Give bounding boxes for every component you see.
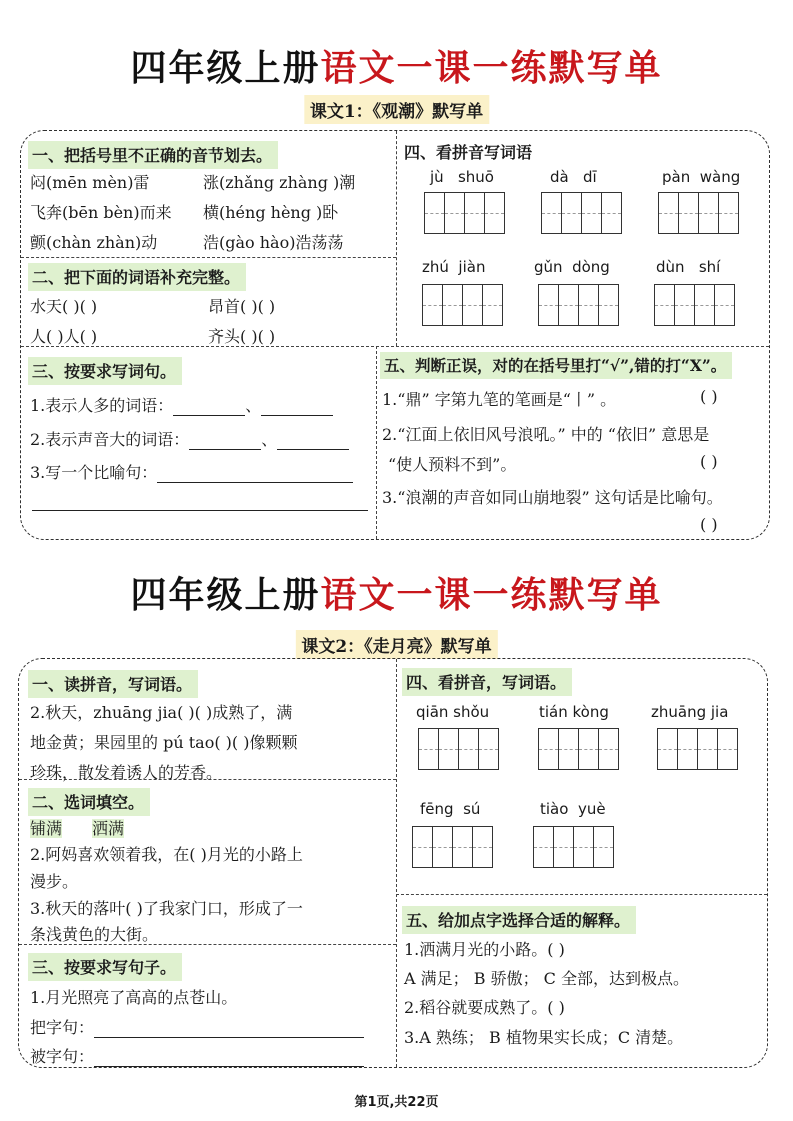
- question-line: 2.稻谷就要成熟了。( ): [404, 998, 565, 1017]
- separator: 、: [261, 430, 278, 449]
- writing-grid[interactable]: [418, 728, 499, 770]
- pinyin-label: tián kòng: [539, 703, 609, 721]
- answer-paren[interactable]: ( ): [700, 452, 718, 471]
- section-heading: 五、判断正误，对的在括号里打“√”,错的打“X”。: [380, 352, 732, 379]
- divider: [21, 257, 396, 258]
- question-line: “使人预料不到”。: [388, 455, 517, 474]
- section-heading: 四、看拼音，写词语。: [402, 668, 572, 696]
- question-line: 横(héng hèng )卧: [203, 203, 339, 222]
- word-choice: [30, 816, 124, 839]
- section-heading: 五、给加点字选择合适的解释。: [402, 906, 636, 934]
- sheet1-title: [0, 40, 793, 91]
- writing-grid[interactable]: [538, 284, 619, 326]
- answer-paren[interactable]: ( ): [700, 515, 718, 534]
- pinyin-label: zhuāng jia: [651, 703, 729, 721]
- answer-blank[interactable]: [94, 1066, 364, 1067]
- section-heading: 四、看拼音写词语: [404, 143, 533, 162]
- question-line: 3.“浪潮的声音如同山崩地裂” 这句话是比喻句。: [382, 488, 723, 507]
- question-text: 把字句：: [30, 1018, 95, 1037]
- question-text: 3.写一个比喻句：: [30, 463, 158, 482]
- title-black-part: 四年级上册: [130, 574, 321, 616]
- pinyin-label: tiào yuè: [540, 800, 606, 818]
- pinyin-label: zhú jiàn: [422, 258, 486, 276]
- question-line: [30, 1015, 364, 1038]
- writing-grid[interactable]: [538, 728, 619, 770]
- writing-grid[interactable]: [654, 284, 735, 326]
- question-line: [30, 393, 333, 416]
- page-footer: 第1页,共22页: [354, 1095, 439, 1110]
- question-line: 2.秋天，zhuāng jia( )( )成熟了，满: [30, 703, 293, 722]
- question-line: 昂首( )( ): [208, 297, 276, 316]
- divider: [396, 894, 767, 895]
- question-line: 颤(chàn zhàn)动: [30, 233, 158, 252]
- question-line: 1.“鼎” 字第九笔的笔画是“丨” 。: [382, 390, 617, 409]
- section-heading: 三、按要求写句子。: [28, 953, 182, 981]
- section-heading: 二、选词填空。: [28, 788, 150, 816]
- question-line: [30, 1044, 364, 1067]
- sheet1-subtitle: 课文1：《观潮》默写单: [304, 95, 489, 124]
- question-line: [30, 427, 349, 450]
- section-heading: 一、把括号里不正确的音节划去。: [28, 141, 278, 169]
- writing-grid[interactable]: [657, 728, 738, 770]
- question-line: 浩(gào hào)浩荡荡: [203, 233, 344, 252]
- question-line: 人( )人( ): [30, 327, 98, 346]
- question-line: 条浅黄色的大街。: [30, 925, 159, 944]
- answer-line[interactable]: [32, 510, 368, 511]
- answer-paren[interactable]: ( ): [700, 387, 718, 406]
- section-heading: 一、读拼音，写词语。: [28, 670, 198, 698]
- pinyin-label: qiān shǒu: [416, 703, 490, 721]
- answer-blank[interactable]: [189, 449, 261, 450]
- question-text: 2.表示声音大的词语：: [30, 430, 190, 449]
- question-line: 地金黄；果园里的 pú tao( )( )像颗颗: [30, 733, 298, 752]
- word-option: 铺满: [30, 819, 63, 838]
- title-black-part: 四年级上册: [130, 47, 321, 89]
- question-line: [30, 460, 353, 483]
- pinyin-label: pàn wàng: [662, 168, 741, 186]
- pinyin-label: jù shuō: [430, 168, 494, 186]
- divider: [396, 659, 397, 1067]
- divider: [396, 131, 397, 346]
- writing-grid[interactable]: [424, 192, 505, 234]
- question-line: 闷(mēn mèn)雷: [30, 173, 150, 192]
- question-line: 3.A 熟练； B 植物果实长成；C 清楚。: [404, 1028, 684, 1047]
- question-line: 1.月光照亮了高高的点苍山。: [30, 988, 238, 1007]
- writing-grid[interactable]: [541, 192, 622, 234]
- question-line: 1.洒满月光的小路。( ): [404, 940, 565, 959]
- writing-grid[interactable]: [658, 192, 739, 234]
- divider: [21, 346, 769, 347]
- question-line: 3.秋天的落叶( )了我家门口，形成了一: [30, 899, 303, 918]
- writing-grid[interactable]: [533, 826, 614, 868]
- pinyin-label: dùn shí: [656, 258, 721, 276]
- separator: 、: [245, 396, 262, 415]
- question-text: 1.表示人多的词语：: [30, 396, 174, 415]
- pinyin-label: gǔn dòng: [534, 258, 610, 276]
- question-line: 漫步。: [30, 872, 79, 891]
- title-red-part: 语文一课一练默写单: [320, 47, 663, 89]
- section-heading: 三、按要求写词句。: [28, 357, 182, 385]
- answer-blank[interactable]: [157, 482, 353, 483]
- divider: [376, 346, 377, 539]
- sheet2-subtitle: 课文2：《走月亮》默写单: [295, 630, 497, 659]
- answer-blank[interactable]: [173, 415, 245, 416]
- question-line: 涨(zhǎng zhàng )潮: [203, 173, 356, 192]
- question-line: 飞奔(bēn bèn)而来: [30, 203, 172, 222]
- pinyin-label: fēng sú: [420, 800, 481, 818]
- pinyin-label: dà dī: [550, 168, 597, 186]
- answer-blank[interactable]: [94, 1037, 364, 1038]
- question-line: 齐头( )( ): [208, 327, 276, 346]
- question-line: 珍珠，散发着诱人的芳香。: [30, 763, 223, 782]
- question-line: 2.“江面上依旧风号浪吼。” 中的 “依旧” 意思是: [382, 425, 710, 444]
- title-red-part: 语文一课一练默写单: [320, 574, 663, 616]
- answer-blank[interactable]: [261, 415, 333, 416]
- question-line: A 满足； B 骄傲； C 全部，达到极点。: [404, 969, 689, 988]
- question-text: 被字句：: [30, 1047, 95, 1066]
- word-option: 洒满: [92, 819, 125, 838]
- writing-grid[interactable]: [412, 826, 493, 868]
- writing-grid[interactable]: [422, 284, 503, 326]
- question-line: 2.阿妈喜欢领着我，在( )月光的小路上: [30, 845, 303, 864]
- answer-blank[interactable]: [277, 449, 349, 450]
- question-line: 水天( )( ): [30, 297, 98, 316]
- section-heading: 二、把下面的词语补充完整。: [28, 263, 246, 291]
- sheet2-title: [0, 567, 793, 618]
